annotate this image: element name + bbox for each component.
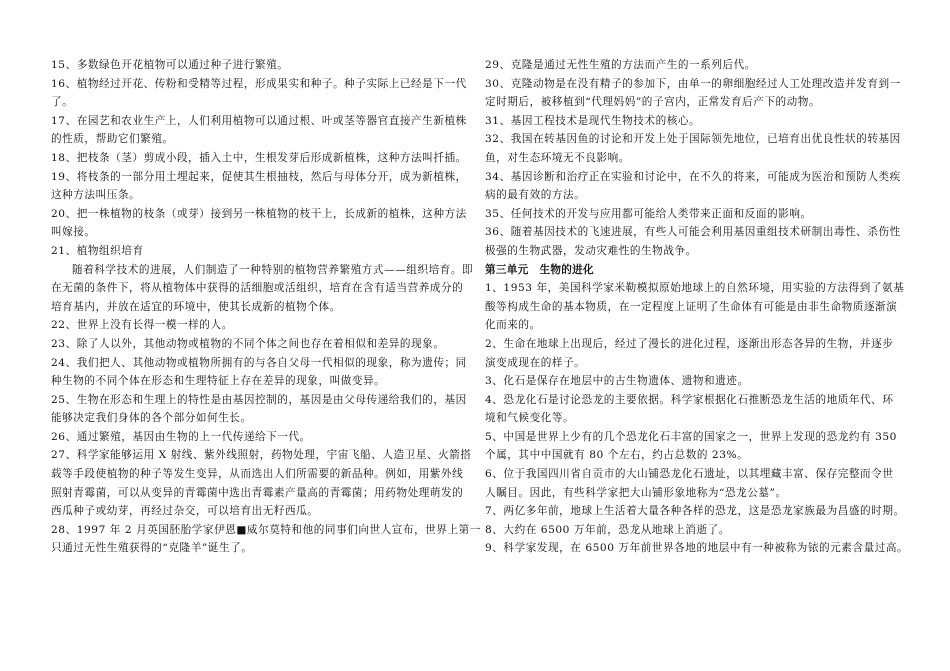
- right-text-line: 30、克隆动物是在没有精子的参加下，由单一的卵细胞经过人工处理改造并发育到一: [485, 77, 901, 90]
- right-text-line: 定时期后，被移植到“代理妈妈”的子宫内，正常发育后产下的动物。: [485, 96, 821, 109]
- left-text-line: 24、我们把人、其他动物或植物所拥有的与各自父母一代相似的现象，称为遗传；同: [51, 356, 467, 369]
- right-text-line: 6、位于我国四川省自贡市的大山铺恐龙化石遗址，以其埋藏丰富、保存完整而令世: [485, 468, 894, 481]
- left-text-line: 15、多数绿色开花植物可以通过种子进行繁殖。: [51, 59, 289, 71]
- right-text-line: 9、科学家发现，在 6500 万年前世界各地的地层中有一种被称为铱的元素含量过高。: [485, 542, 909, 555]
- right-text-line: 2、生命在地球上出现后，经过了漫长的进化过程，逐渐出形态各异的生物，并逐步: [485, 337, 894, 350]
- left-text-line: 17、在园艺和农业生产上，人们利用植物可以通过根、叶或茎等器官直接产生新植株: [51, 114, 467, 127]
- left-text-line: 随着科学技术的进展，人们制造了一种特别的植物营养繁殖方式——组织培育。即: [72, 263, 474, 276]
- right-text-line: 34、基因诊断和治疗正在实验和讨论中，在不久的将来，可能成为医治和预防人类疾: [485, 170, 901, 183]
- left-text-line: 28、1997 年 2 月英国胚胎学家伊恩■威尔莫特和他的同事们向世人宣布，世界上第一: [51, 523, 481, 536]
- right-text-line: 极强的生物武器，发动灾难性的生物战争。: [485, 244, 697, 257]
- left-text-line: 载等手段使植物的种子等发生变异，从而选出人们所需要的新品种。例如，用紫外线: [51, 468, 464, 481]
- left-text-line: 在无菌的条件下，将从植物体中获得的活细胞或活组织，培育在含有适当营养成分的: [51, 282, 464, 295]
- right-text-line: 29、克隆是通过无性生殖的方法而产生的一系列后代。: [485, 59, 756, 71]
- right-text-line: 个属，其中中国就有 80 个左右，约占总数的 23%。: [485, 449, 749, 462]
- right-column: [485, 56, 909, 558]
- right-text-line: 鱼，对生态环境无不良影响。: [485, 151, 630, 164]
- right-text-line: 病的最有效的方法。: [485, 189, 586, 202]
- left-text-line: 27、科学家能够运用 X 射线、紫外线照射，药物处理，宇宙飞船、人造卫星、火箭搭: [51, 449, 472, 462]
- left-text-line: 西瓜种子或幼芽，再经过杂交，可以培育出无籽西瓜。: [51, 505, 319, 518]
- left-text-line: 培育基内，并放在适宜的环境中，使其长成新的植物个体。: [51, 300, 341, 313]
- left-text-line: 25、生物在形态和生理上的特性是由基因控制的，基因是由父母传递给我们的，基因: [51, 393, 467, 406]
- left-text-line: 照射青霉菌，可以从变异的青霉菌中选出青霉素产量高的青霉菌；用药物处理萌发的: [51, 486, 464, 499]
- right-text-line: 化而来的。: [485, 319, 541, 332]
- left-text-line: 18、把枝条（茎）剪成小段，插入土中，生根发芽后形成新植株，这种方法叫扦插。: [51, 151, 467, 164]
- left-text-line: 16、植物经过开花、传粉和受精等过程，形成果实和种子。种子实际上已经是下一代: [51, 77, 467, 90]
- left-text-line: 21、植物组织培育: [51, 244, 144, 257]
- right-text-line: 境和气候变化等。: [485, 412, 575, 425]
- left-text-line: 19、将枝条的一部分用土埋起来，促使其生根抽枝，然后与母体分开，成为新植株，: [51, 170, 467, 183]
- left-text-line: 这种方法叫压条。: [51, 189, 141, 202]
- right-text-line: 36、随着基因技术的飞速进展，有些人可能会利用基因重组技术研制出毒性、杀伤性: [485, 226, 901, 239]
- left-text-line: 叫嫁接。: [51, 226, 96, 239]
- right-text-line: 人瞩目。因此，有些科学家把大山铺形象地称为“恐龙公墓”。: [485, 486, 787, 499]
- left-text-line: 的性质，帮助它们繁殖。: [51, 133, 174, 146]
- right-text-line: 演变成现在的样子。: [485, 356, 586, 369]
- right-text-line: 7、两亿多年前，地球上生活着大量各种各样的恐龙，这是恐龙家族最为昌盛的时期。: [485, 505, 905, 518]
- right-text-line: 8、大约在 6500 万年前，恐龙从地球上消逝了。: [485, 523, 730, 536]
- left-text-line: 20、把一株植物的枝条（或芽）接到另一株植物的枝干上，长成新的植株，这种方法: [51, 207, 467, 220]
- right-text-line: 1、1953 年，美国科学家米勒模拟原始地球上的自然环境，用实验的方法得到了氨基: [485, 282, 905, 295]
- right-text-line: 31、基因工程技术是现代生物技术的核心。: [485, 114, 701, 127]
- right-text-line: 3、化石是保存在地层中的古生物遗体、遗物和遗迹。: [485, 375, 749, 388]
- left-text-line: 只通过无性生殖获得的“克隆羊”诞生了。: [51, 542, 253, 555]
- left-text-line: 种生物的不同个体在形态和生理特征上存在差异的现象，叫做变异。: [51, 375, 386, 388]
- right-text-line: 32、我国在转基因鱼的讨论和开发上处于国际领先地位，已培育出优良性状的转基因: [485, 133, 901, 146]
- right-text-line: 35、任何技术的开发与应用都可能给人类带来正面和反面的影响。: [485, 207, 812, 220]
- section-heading: 第三单元 生物的进化: [485, 263, 594, 276]
- left-text-line: 能够决定我们身体的各个部分如何生长。: [51, 412, 252, 425]
- left-text-line: 23、除了人以外，其他动物或植物的不同个体之间也存在着相似和差异的现象。: [51, 337, 445, 350]
- right-text-line: 4、恐龙化石是讨论恐龙的主要依据。科学家根据化石推断恐龙生活的地质年代、环: [485, 393, 894, 406]
- left-text-line: 22、世界上没有长得一模一样的人。: [51, 319, 233, 332]
- left-column: [51, 56, 481, 558]
- right-text-line: 酸等构成生命的基本物质，在一定程度上证明了生命体有可能是由非生命物质逐渐演: [485, 300, 898, 313]
- left-text-line: 26、通过繁殖，基因由生物的上一代传递给下一代。: [51, 430, 311, 443]
- right-text-line: 5、中国是世界上少有的几个恐龙化石丰富的国家之一，世界上发现的恐龙约有 350: [485, 430, 897, 443]
- left-text-line: 了。: [51, 96, 74, 109]
